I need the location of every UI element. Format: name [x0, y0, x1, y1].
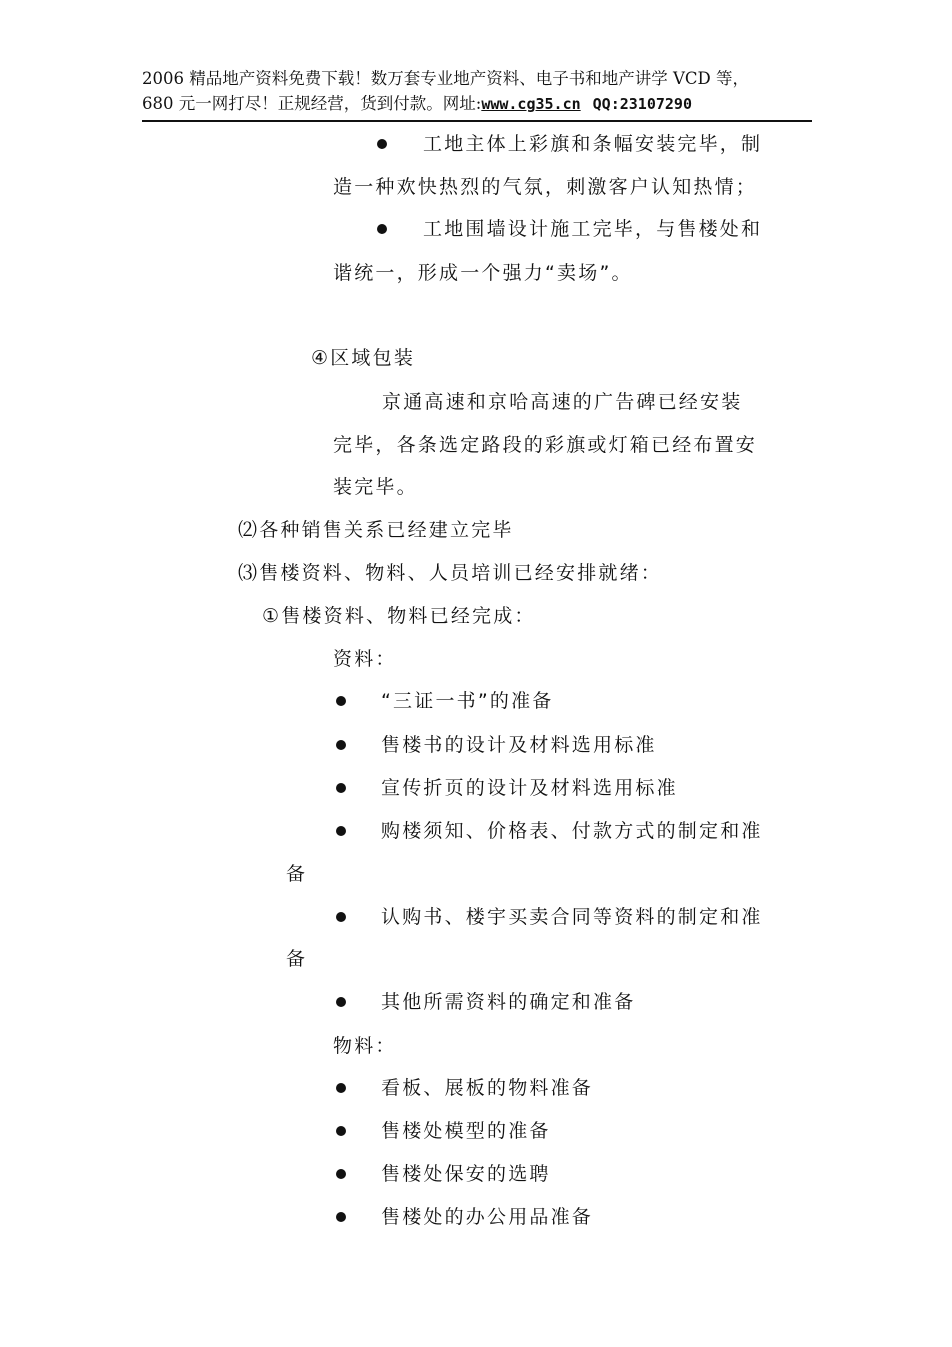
supplies-label: 物料： — [333, 1035, 397, 1057]
bullet-icon — [336, 997, 346, 1007]
paragraph-line: 工地围墙设计施工完毕，与售楼处和 — [423, 218, 763, 240]
header-url-link[interactable]: www.cg35.cn — [481, 95, 581, 113]
list-item: 宣传折页的设计及材料选用标准 — [381, 777, 678, 799]
list-item-2: ⑵各种销售关系已经建立完毕 — [238, 519, 514, 541]
bullet-icon — [336, 912, 346, 922]
paragraph-line: 工地主体上彩旗和条幅安装完毕，制 — [423, 133, 763, 155]
paragraph-line: 装完毕。 — [333, 476, 418, 498]
header-qq: QQ:23107290 — [592, 95, 692, 113]
bullet-icon — [336, 1083, 346, 1093]
header-line-2 — [142, 91, 812, 117]
list-item: “三证一书”的准备 — [381, 690, 554, 712]
list-item-3: ⑶售楼资料、物料、人员培训已经安排就绪： — [238, 562, 663, 584]
list-item: 购楼须知、价格表、付款方式的制定和准 — [381, 820, 763, 842]
bullet-icon — [377, 224, 387, 234]
bullet-icon — [336, 1126, 346, 1136]
sub-item-1: ①售楼资料、物料已经完成： — [262, 605, 536, 627]
list-item: 其他所需资料的确定和准备 — [381, 991, 636, 1013]
page-header — [142, 66, 812, 117]
list-item: 售楼处保安的选聘 — [381, 1163, 551, 1185]
list-item: 售楼处模型的准备 — [381, 1120, 551, 1142]
header-line-2-text: 680 元一网打尽！正规经营，货到付款。网址: — [142, 94, 482, 113]
bullet-icon — [336, 1169, 346, 1179]
header-line-1: 2006 精品地产资料免费下载！数万套专业地产资料、电子书和地产讲学 VCD 等， — [142, 69, 749, 88]
list-item: 看板、展板的物料准备 — [381, 1077, 594, 1099]
list-item-wrap: 备 — [286, 948, 308, 970]
bullet-icon — [377, 139, 387, 149]
paragraph-line: 造一种欢快热烈的气氛，刺激客户认知热情； — [333, 176, 758, 198]
section-heading: ④区域包装 — [311, 347, 416, 369]
bullet-icon — [336, 696, 346, 706]
list-item: 售楼处的办公用品准备 — [381, 1206, 594, 1228]
list-item: 售楼书的设计及材料选用标准 — [381, 734, 657, 756]
bullet-icon — [336, 1212, 346, 1222]
paragraph-line: 京通高速和京哈高速的广告碑已经安装 — [382, 391, 743, 413]
list-item: 认购书、楼宇买卖合同等资料的制定和准 — [381, 906, 763, 928]
bullet-icon — [336, 826, 346, 836]
list-item-wrap: 备 — [286, 863, 308, 885]
materials-label: 资料： — [333, 648, 397, 670]
paragraph-line: 谐统一，形成一个强力“卖场”。 — [333, 262, 633, 284]
bullet-icon — [336, 740, 346, 750]
paragraph-line: 完毕，各条选定路段的彩旗或灯箱已经布置安 — [333, 434, 758, 456]
bullet-icon — [336, 783, 346, 793]
header-divider — [142, 120, 812, 122]
